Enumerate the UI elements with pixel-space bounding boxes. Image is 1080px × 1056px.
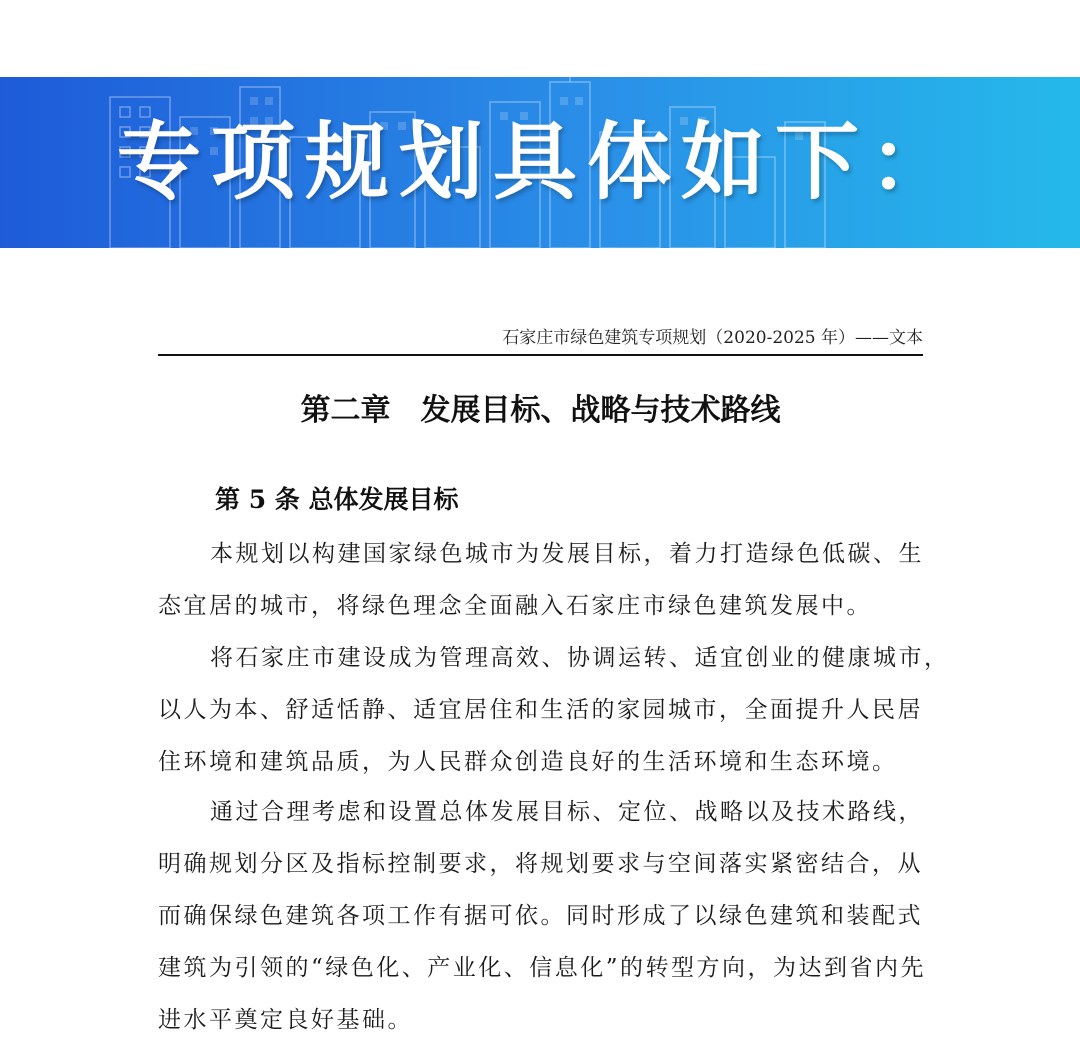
chapter-heading	[158, 387, 923, 435]
paragraph-line: 而确保绿色建筑各项工作有据可依。同时形成了以绿色建筑和装配式	[158, 903, 923, 929]
paragraph-line: 建筑为引领的“绿色化、产业化、信息化”的转型方向，为达到省内先	[158, 955, 927, 981]
paragraph-1	[158, 528, 926, 632]
paragraph-line: 明确规划分区及指标控制要求，将规划要求与空间落实紧密结合，从	[158, 851, 923, 877]
paragraph-line: 态宜居的城市，将绿色理念全面融入石家庄市绿色建筑发展中。	[158, 593, 872, 619]
chapter-title: 发展目标、战略与技术路线	[420, 393, 781, 428]
article-heading: 第 5 条 总体发展目标	[215, 485, 459, 514]
banner-title: 专项规划具体如下：	[116, 113, 963, 211]
paragraph-line: 将石家庄市建设成为管理高效、协调运转、适宜创业的健康城市，	[210, 645, 950, 671]
title-banner	[0, 77, 1080, 248]
paragraph-3	[158, 786, 926, 1046]
chapter-number: 第二章	[300, 393, 391, 428]
paragraph-line: 本规划以构建国家绿色城市为发展目标，着力打造绿色低碳、生	[210, 541, 924, 567]
paragraph-line: 住环境和建筑品质，为人民群众创造良好的生活环境和生态环境。	[158, 749, 898, 775]
paragraph-line: 通过合理考虑和设置总体发展目标、定位、战略以及技术路线，	[210, 799, 924, 825]
paragraph-line: 以人为本、舒适恬静、适宜居住和生活的家园城市，全面提升人民居	[158, 697, 923, 723]
paragraph-2	[158, 632, 950, 788]
paragraph-line: 进水平奠定良好基础。	[158, 1007, 413, 1033]
document-running-header: 石家庄市绿色建筑专项规划（2020-2025 年）——文本	[158, 322, 923, 356]
